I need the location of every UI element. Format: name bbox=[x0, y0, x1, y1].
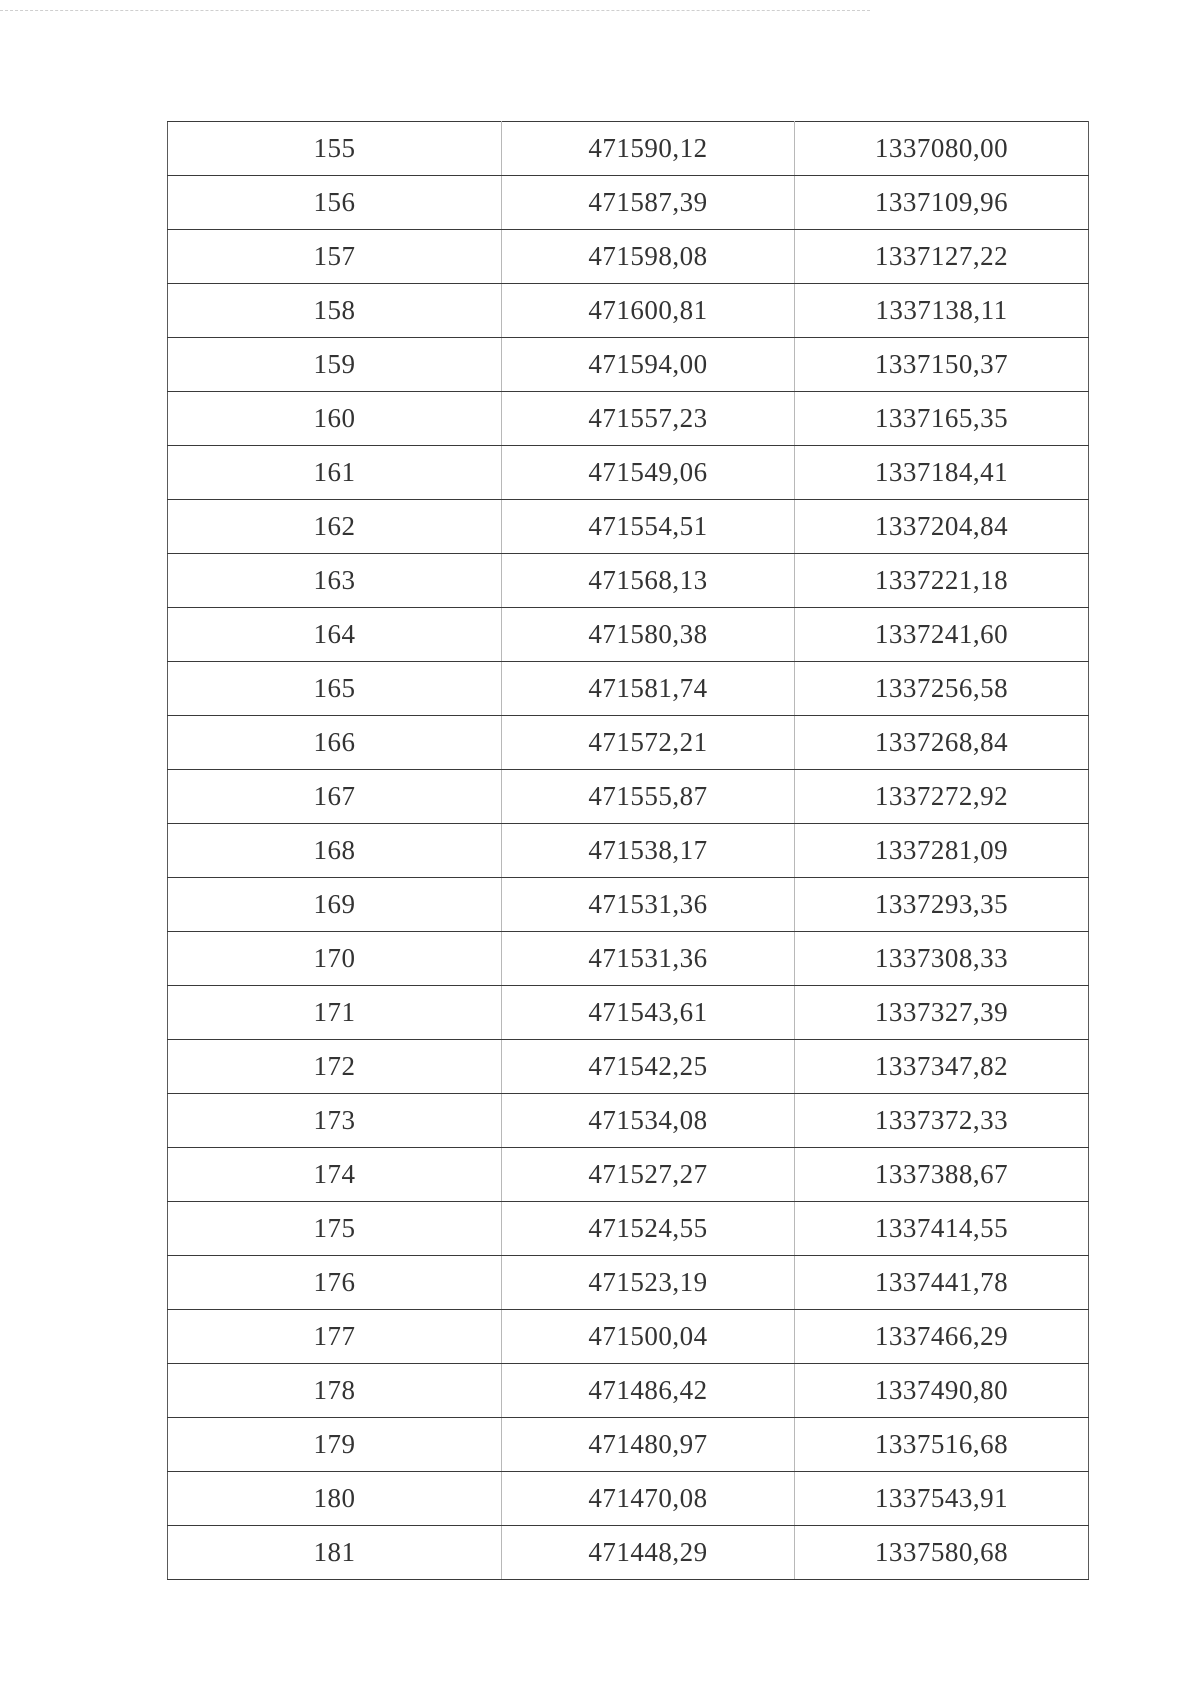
table-row bbox=[168, 770, 1089, 824]
y-coordinate-cell: 1337388,67 bbox=[795, 1148, 1089, 1202]
table-row bbox=[168, 716, 1089, 770]
scan-edge-line bbox=[0, 10, 870, 11]
x-coordinate-cell: 471580,38 bbox=[502, 608, 795, 662]
y-coordinate-cell: 1337580,68 bbox=[795, 1526, 1089, 1580]
y-coordinate-cell: 1337150,37 bbox=[795, 338, 1089, 392]
y-coordinate-cell: 1337184,41 bbox=[795, 446, 1089, 500]
point-number-cell: 172 bbox=[168, 1040, 502, 1094]
table-row bbox=[168, 176, 1089, 230]
table-row bbox=[168, 932, 1089, 986]
y-coordinate-cell: 1337268,84 bbox=[795, 716, 1089, 770]
y-coordinate-cell: 1337080,00 bbox=[795, 122, 1089, 176]
x-coordinate-cell: 471594,00 bbox=[502, 338, 795, 392]
point-number-cell: 174 bbox=[168, 1148, 502, 1202]
x-coordinate-cell: 471524,55 bbox=[502, 1202, 795, 1256]
point-number-cell: 166 bbox=[168, 716, 502, 770]
y-coordinate-cell: 1337204,84 bbox=[795, 500, 1089, 554]
x-coordinate-cell: 471554,51 bbox=[502, 500, 795, 554]
point-number-cell: 158 bbox=[168, 284, 502, 338]
coordinates-table bbox=[167, 121, 1089, 1580]
table-row bbox=[168, 1418, 1089, 1472]
x-coordinate-cell: 471480,97 bbox=[502, 1418, 795, 1472]
x-coordinate-cell: 471587,39 bbox=[502, 176, 795, 230]
x-coordinate-cell: 471500,04 bbox=[502, 1310, 795, 1364]
y-coordinate-cell: 1337109,96 bbox=[795, 176, 1089, 230]
table-row bbox=[168, 608, 1089, 662]
y-coordinate-cell: 1337281,09 bbox=[795, 824, 1089, 878]
point-number-cell: 167 bbox=[168, 770, 502, 824]
point-number-cell: 173 bbox=[168, 1094, 502, 1148]
y-coordinate-cell: 1337241,60 bbox=[795, 608, 1089, 662]
x-coordinate-cell: 471557,23 bbox=[502, 392, 795, 446]
coordinates-table-body bbox=[168, 122, 1089, 1580]
y-coordinate-cell: 1337138,11 bbox=[795, 284, 1089, 338]
table-row bbox=[168, 338, 1089, 392]
y-coordinate-cell: 1337516,68 bbox=[795, 1418, 1089, 1472]
y-coordinate-cell: 1337308,33 bbox=[795, 932, 1089, 986]
point-number-cell: 164 bbox=[168, 608, 502, 662]
table-row bbox=[168, 1472, 1089, 1526]
y-coordinate-cell: 1337490,80 bbox=[795, 1364, 1089, 1418]
point-number-cell: 170 bbox=[168, 932, 502, 986]
point-number-cell: 165 bbox=[168, 662, 502, 716]
x-coordinate-cell: 471448,29 bbox=[502, 1526, 795, 1580]
point-number-cell: 168 bbox=[168, 824, 502, 878]
point-number-cell: 163 bbox=[168, 554, 502, 608]
table-row bbox=[168, 554, 1089, 608]
y-coordinate-cell: 1337466,29 bbox=[795, 1310, 1089, 1364]
y-coordinate-cell: 1337256,58 bbox=[795, 662, 1089, 716]
point-number-cell: 156 bbox=[168, 176, 502, 230]
point-number-cell: 178 bbox=[168, 1364, 502, 1418]
point-number-cell: 155 bbox=[168, 122, 502, 176]
x-coordinate-cell: 471531,36 bbox=[502, 932, 795, 986]
table-row bbox=[168, 1040, 1089, 1094]
point-number-cell: 181 bbox=[168, 1526, 502, 1580]
table-row bbox=[168, 230, 1089, 284]
x-coordinate-cell: 471527,27 bbox=[502, 1148, 795, 1202]
y-coordinate-cell: 1337347,82 bbox=[795, 1040, 1089, 1094]
table-row bbox=[168, 1526, 1089, 1580]
table-row bbox=[168, 122, 1089, 176]
x-coordinate-cell: 471568,13 bbox=[502, 554, 795, 608]
point-number-cell: 157 bbox=[168, 230, 502, 284]
x-coordinate-cell: 471590,12 bbox=[502, 122, 795, 176]
x-coordinate-cell: 471486,42 bbox=[502, 1364, 795, 1418]
point-number-cell: 179 bbox=[168, 1418, 502, 1472]
point-number-cell: 162 bbox=[168, 500, 502, 554]
x-coordinate-cell: 471598,08 bbox=[502, 230, 795, 284]
x-coordinate-cell: 471470,08 bbox=[502, 1472, 795, 1526]
x-coordinate-cell: 471572,21 bbox=[502, 716, 795, 770]
x-coordinate-cell: 471549,06 bbox=[502, 446, 795, 500]
point-number-cell: 161 bbox=[168, 446, 502, 500]
y-coordinate-cell: 1337372,33 bbox=[795, 1094, 1089, 1148]
x-coordinate-cell: 471523,19 bbox=[502, 1256, 795, 1310]
table-row bbox=[168, 824, 1089, 878]
table-row bbox=[168, 878, 1089, 932]
x-coordinate-cell: 471534,08 bbox=[502, 1094, 795, 1148]
table-row bbox=[168, 1364, 1089, 1418]
table-row bbox=[168, 446, 1089, 500]
point-number-cell: 160 bbox=[168, 392, 502, 446]
table-row bbox=[168, 284, 1089, 338]
table-row bbox=[168, 1256, 1089, 1310]
table-row bbox=[168, 1310, 1089, 1364]
y-coordinate-cell: 1337327,39 bbox=[795, 986, 1089, 1040]
table-row bbox=[168, 1148, 1089, 1202]
y-coordinate-cell: 1337127,22 bbox=[795, 230, 1089, 284]
table-row bbox=[168, 1202, 1089, 1256]
point-number-cell: 176 bbox=[168, 1256, 502, 1310]
y-coordinate-cell: 1337221,18 bbox=[795, 554, 1089, 608]
y-coordinate-cell: 1337272,92 bbox=[795, 770, 1089, 824]
x-coordinate-cell: 471538,17 bbox=[502, 824, 795, 878]
point-number-cell: 177 bbox=[168, 1310, 502, 1364]
point-number-cell: 159 bbox=[168, 338, 502, 392]
x-coordinate-cell: 471600,81 bbox=[502, 284, 795, 338]
x-coordinate-cell: 471555,87 bbox=[502, 770, 795, 824]
point-number-cell: 175 bbox=[168, 1202, 502, 1256]
x-coordinate-cell: 471581,74 bbox=[502, 662, 795, 716]
table-row bbox=[168, 392, 1089, 446]
point-number-cell: 171 bbox=[168, 986, 502, 1040]
x-coordinate-cell: 471543,61 bbox=[502, 986, 795, 1040]
y-coordinate-cell: 1337165,35 bbox=[795, 392, 1089, 446]
y-coordinate-cell: 1337543,91 bbox=[795, 1472, 1089, 1526]
table-row bbox=[168, 1094, 1089, 1148]
y-coordinate-cell: 1337293,35 bbox=[795, 878, 1089, 932]
x-coordinate-cell: 471542,25 bbox=[502, 1040, 795, 1094]
table-row bbox=[168, 662, 1089, 716]
x-coordinate-cell: 471531,36 bbox=[502, 878, 795, 932]
y-coordinate-cell: 1337441,78 bbox=[795, 1256, 1089, 1310]
table-row bbox=[168, 986, 1089, 1040]
y-coordinate-cell: 1337414,55 bbox=[795, 1202, 1089, 1256]
point-number-cell: 169 bbox=[168, 878, 502, 932]
table-row bbox=[168, 500, 1089, 554]
point-number-cell: 180 bbox=[168, 1472, 502, 1526]
